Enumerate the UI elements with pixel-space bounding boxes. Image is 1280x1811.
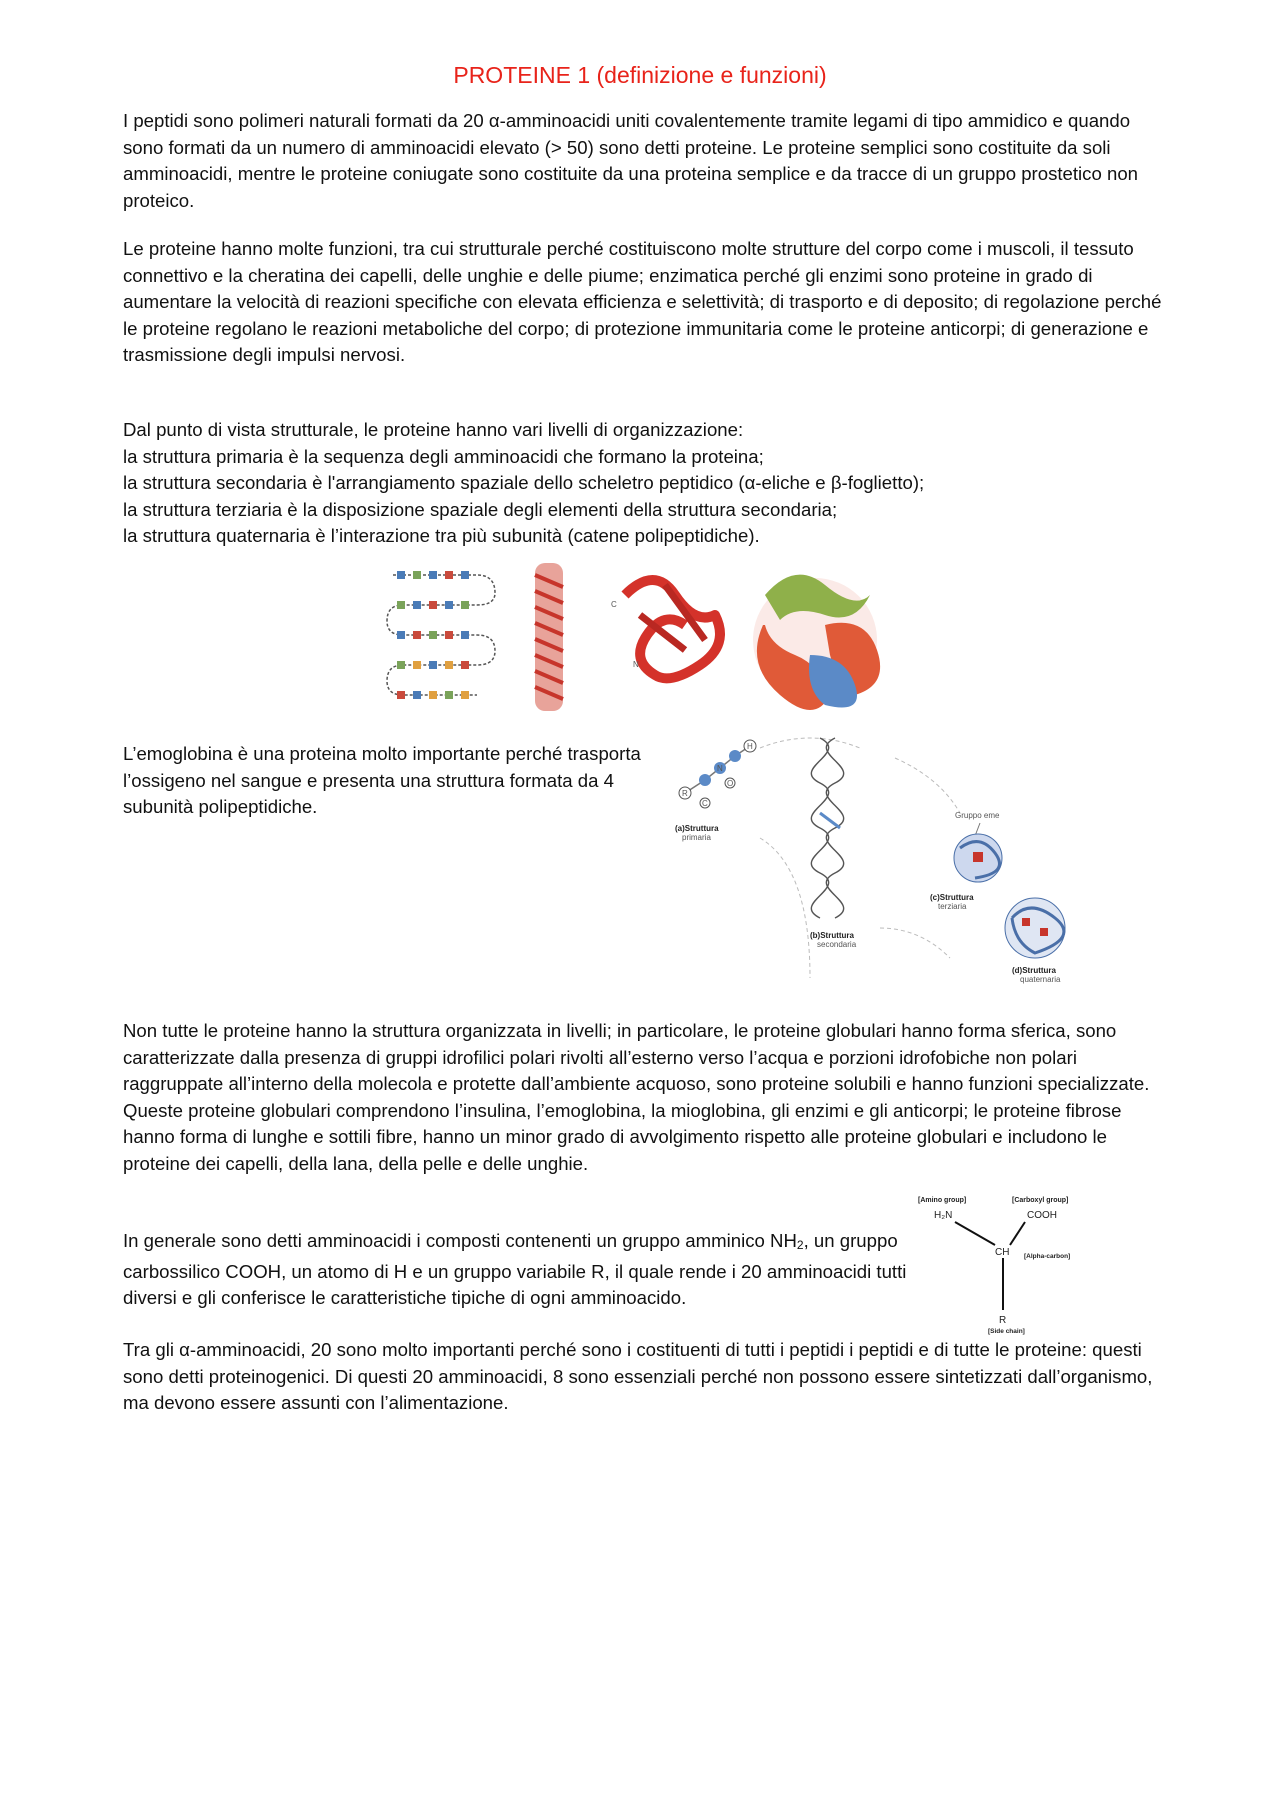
- r-label: R: [999, 1315, 1007, 1326]
- paragraph-functions: Le proteine hanno molte funzioni, tra cui strutturale perché costituiscono molte strutture del corpo come i muscoli, il tessuto connettivo e la cheratina dei capelli, delle unghie e delle piume; enzimatica perché gli enzimi sono proteine in grado di aumentare la velocità di reazioni specifiche con elevata efficienza e selettività; di trasporto e di deposito; di regolazione perché le proteine regolano le reazioni metaboliche del corpo; di protezione immunitaria come le proteine anticorpi; di generazione e trasmissione degli impulsi nervosi.: [123, 238, 1162, 365]
- tertiary-caption-2: terziaria: [938, 902, 967, 911]
- page-title: PROTEINE 1 (definizione e funzioni): [453, 62, 827, 88]
- primary-o-label: O: [727, 779, 734, 788]
- structure-tertiary-line: la struttura terziaria è la disposizione spaziale degli elementi della struttura secondaria;: [123, 498, 838, 520]
- h2n-label: H₂N: [934, 1210, 953, 1221]
- primary-caption-2: primaria: [682, 833, 711, 842]
- nh-text: NH: [770, 1230, 797, 1251]
- tertiary-caption-1: (c)Struttura: [930, 893, 974, 902]
- quaternary-structure-complex: [753, 575, 880, 710]
- amino-group-label: [Amino group]: [918, 1197, 967, 1204]
- protein-structure-levels-figure: [385, 555, 900, 715]
- primary-n-label: N: [717, 764, 723, 773]
- hemoglobin-structure-figure: [660, 728, 1085, 990]
- paragraph-proteinogenic: Tra gli α-amminoacidi, 20 sono molto importanti perché sono i costituenti di tutti i peptidi i peptidi e di tutte le proteine: questi sono detti proteinogenici. Di questi 20 amminoacidi, 8 sono essenziali perché non possono essere sintetizzati dall’organismo, ma devono essere assunti con l’alimentazione.: [123, 1339, 1153, 1413]
- ribbon-n-label: N: [633, 660, 639, 669]
- primary-r-label: R: [682, 789, 688, 798]
- secondary-caption-2: secondaria: [817, 940, 857, 949]
- primary-h-label: H: [747, 742, 753, 751]
- primary-c-label: C: [702, 799, 708, 808]
- alpha-carbon-label: [Alpha-carbon]: [1024, 1253, 1071, 1260]
- primary-structure-chain: [387, 571, 495, 699]
- cooh-label: COOH: [1027, 1210, 1057, 1221]
- amino-def-part-1: In generale sono detti amminoacidi i composti contenenti un gruppo amminico: [123, 1230, 765, 1251]
- nh2-formula: [770, 1230, 804, 1251]
- secondary-caption-1: (b)Struttura: [810, 931, 854, 940]
- tertiary-structure-ribbon: [611, 580, 720, 678]
- amino-def-part-2: , un gruppo carbossilico COOH, un atomo di H e un gruppo variabile R, il quale rende i 20 amminoacidi tutti diversi e gli conferisce le caratteristiche tipiche di ogni amminoacido.: [123, 1230, 907, 1308]
- paragraph-hemoglobin: L’emoglobina è una proteina molto importante perché trasporta l’ossigeno nel sangue e presenta una struttura formata da 4 subunità polipeptidiche.: [123, 743, 641, 817]
- heme-group-label: Gruppo eme: [955, 811, 1000, 820]
- amino-acid-structure-figure: [900, 1190, 1125, 1350]
- carboxyl-group-label: [Carboxyl group]: [1012, 1197, 1069, 1204]
- ch-label: CH: [995, 1247, 1010, 1258]
- paragraph-amino-acid-definition: [123, 1228, 913, 1312]
- nh-subscript: 2: [796, 1238, 804, 1252]
- primary-caption-1: (a)Struttura: [675, 824, 719, 833]
- secondary-structure-helix: [535, 563, 563, 711]
- ribbon-c-label: C: [611, 600, 617, 609]
- paragraph-globular-fibrous: Non tutte le proteine hanno la struttura organizzata in livelli; in particolare, le proteine globulari hanno forma sferica, sono caratterizzate dalla presenza di gruppi idrofilici polari rivolti all’esterno verso l’acqua e porzioni idrofobiche non polari raggruppate all’interno della molecola e protette dall’ambiente acquoso, sono proteine solubili e hanno funzioni specializzate. Queste proteine globulari comprendono l’insulina, l’emoglobina, la mioglobina, gli enzimi e gli anticorpi; le proteine fibrose hanno forma di lunghe e sottili fibre, hanno un minor grado di avvolgimento rispetto alle proteine globulari e includono le proteine dei capelli, della lana, della pelle e delle unghie.: [123, 1020, 1150, 1174]
- structure-secondary-line: la struttura secondaria è l'arrangiamento spaziale dello scheletro peptidico (α-eliche e β-foglietto);: [123, 472, 925, 493]
- paragraph-structure-levels: [123, 417, 1173, 550]
- paragraph-definition: I peptidi sono polimeri naturali formati da 20 α-amminoacidi uniti covalentemente tramite legami di tipo ammidico e quando sono formati da un numero di amminoacidi elevato (> 50) sono detti proteine. Le proteine semplici sono costituite da soli amminoacidi, mentre le proteine coniugate sono costituite da una proteina semplice e da tracce di un gruppo prostetico non proteico.: [123, 110, 1139, 211]
- side-chain-label: [Side chain]: [988, 1328, 1025, 1335]
- quaternary-caption-2: quaternaria: [1020, 975, 1061, 984]
- structure-primary-line: la struttura primaria è la sequenza degli amminoacidi che formano la proteina;: [123, 445, 764, 467]
- structure-quaternary-line: la struttura quaternaria è l’interazione tra più subunità (catene polipeptidiche).: [123, 525, 760, 546]
- quaternary-caption-1: (d)Struttura: [1012, 966, 1056, 975]
- structure-intro-line: Dal punto di vista strutturale, le proteine hanno vari livelli di organizzazione:: [123, 419, 744, 440]
